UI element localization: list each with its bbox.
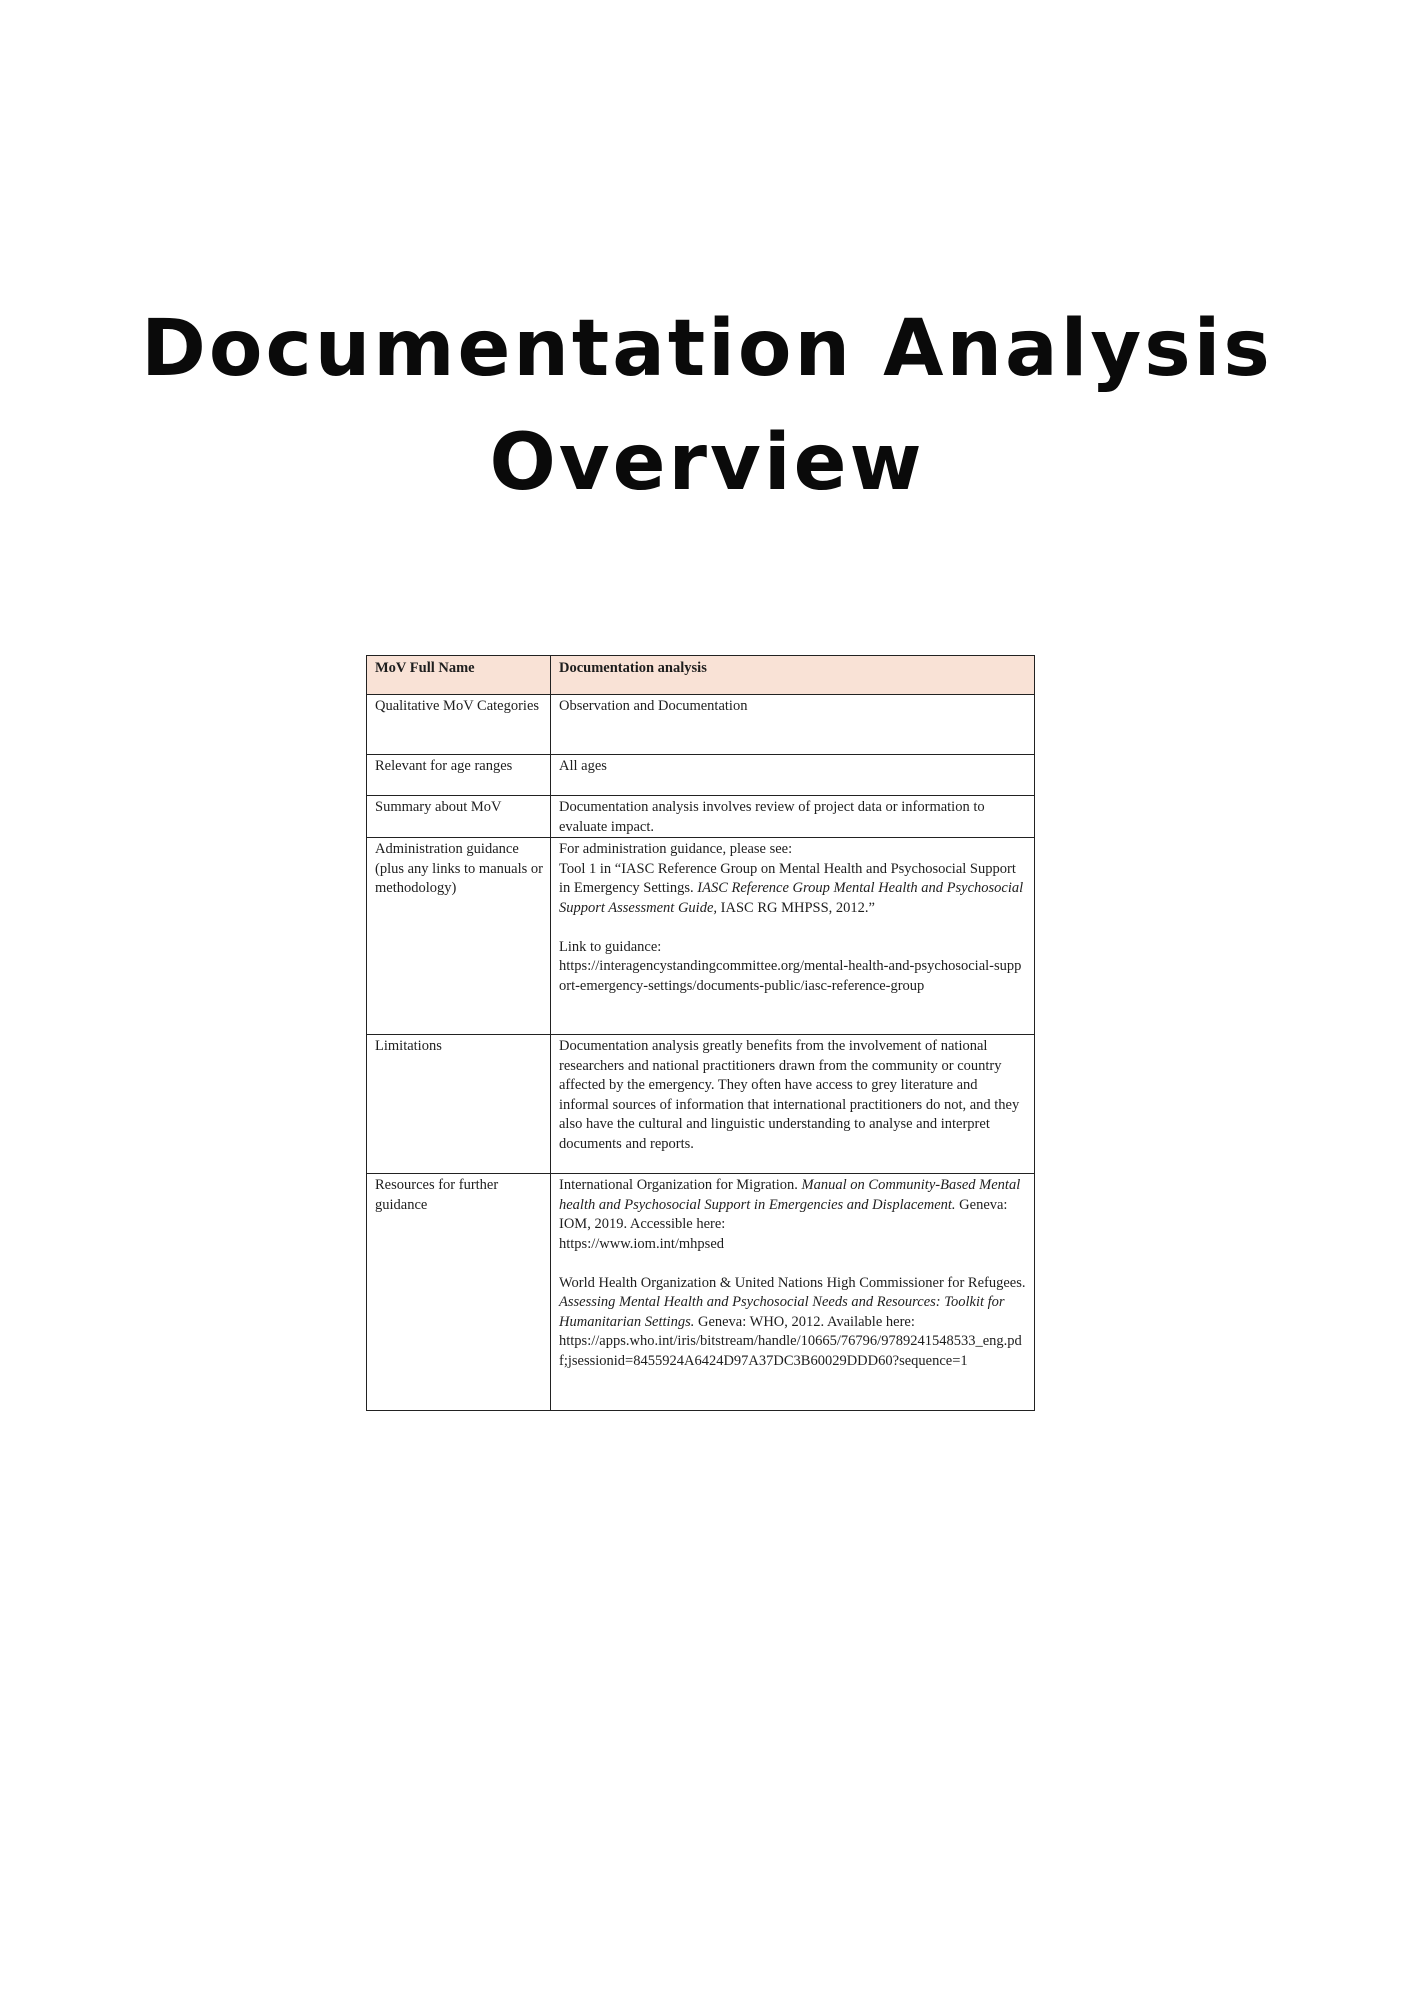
paragraph-spacer bbox=[559, 1254, 1027, 1274]
table-row-categories bbox=[367, 695, 1035, 755]
paragraph-spacer bbox=[559, 918, 1027, 938]
age-value: All ages bbox=[551, 755, 1035, 796]
table-row-resources bbox=[367, 1174, 1035, 1411]
administration-ref-suffix: IASC RG MHPSS, 2012.” bbox=[720, 899, 875, 916]
resource-who-url[interactable]: https://apps.who.int/iris/bitstream/handle/10665/76796/9789241548533_eng.pdf;jsessionid=8455924A6424D97A37DC3B60029DDD60?sequence=1 bbox=[559, 1333, 1022, 1369]
summary-label: Summary about MoV bbox=[367, 796, 551, 838]
administration-ref-prefix: Tool 1 in “IASC Reference Group on Mental Health and Psychosocial Support in Emergency Settings. bbox=[559, 860, 1016, 896]
categories-value: Observation and Documentation bbox=[551, 695, 1035, 755]
page-title-line-1: Documentation Analysis bbox=[141, 304, 1273, 394]
resource-iom-prefix: International Organization for Migration. bbox=[559, 1177, 798, 1193]
table-row-limitations bbox=[367, 1035, 1035, 1174]
guidance-link-label: Link to guidance: bbox=[559, 938, 662, 955]
mov-overview-table bbox=[366, 655, 1035, 1411]
guidance-link-url[interactable]: https://interagencystandingcommittee.org/mental-health-and-psychosocial-support-emergency-settings/documents-public/iasc-reference-group bbox=[559, 958, 1022, 994]
table-header-row bbox=[367, 656, 1035, 695]
resource-iom-url[interactable]: https://www.iom.int/mhpsed bbox=[559, 1235, 725, 1252]
limitations-value: Documentation analysis greatly benefits from the involvement of national researchers and national practitioners drawn from the community or country affected by the emergency. They often have access to grey literature and informal sources of information that international practitioners do not, and they also have the cultural and linguistic understanding to analyse and interpret documents and reports. bbox=[551, 1035, 1035, 1174]
table-row-summary bbox=[367, 796, 1035, 838]
page-title bbox=[0, 292, 1414, 520]
resources-label: Resources for further guidance bbox=[367, 1174, 551, 1411]
administration-value bbox=[551, 838, 1035, 1035]
administration-intro: For administration guidance, please see: bbox=[559, 841, 793, 857]
table-row-administration bbox=[367, 838, 1035, 1035]
resource-reference-who bbox=[559, 1274, 1027, 1333]
resource-iom-title: Manual on Community-Based Mental health and Psychosocial Support in Emergencies and Displacement. bbox=[559, 1177, 1021, 1213]
administration-reference bbox=[559, 860, 1027, 919]
resource-who-prefix: World Health Organization & United Nations High Commissioner for Refugees. bbox=[559, 1274, 1026, 1291]
resource-who-suffix: Geneva: WHO, 2012. Available here: bbox=[697, 1313, 915, 1330]
header-label-cell: MoV Full Name bbox=[367, 656, 551, 695]
administration-ref-title: IASC Reference Group Mental Health and Psychosocial Support Assessment Guide, bbox=[559, 880, 1024, 916]
page-title-line-2: Overview bbox=[489, 418, 925, 508]
summary-value: Documentation analysis involves review of project data or information to evaluate impact. bbox=[551, 796, 1035, 838]
resource-reference-iom bbox=[559, 1176, 1027, 1235]
limitations-label: Limitations bbox=[367, 1035, 551, 1174]
age-label: Relevant for age ranges bbox=[367, 755, 551, 796]
resources-value bbox=[551, 1174, 1035, 1411]
header-value-cell: Documentation analysis bbox=[551, 656, 1035, 695]
resource-iom-suffix: Geneva: IOM, 2019. Accessible here: bbox=[559, 1196, 1008, 1232]
table-row-age-ranges bbox=[367, 755, 1035, 796]
resource-who-title: Assessing Mental Health and Psychosocial Needs and Resources: Toolkit for Humanitarian Settings. bbox=[559, 1294, 1005, 1330]
administration-label: Administration guidance (plus any links to manuals or methodology) bbox=[367, 838, 551, 1035]
categories-label: Qualitative MoV Categories bbox=[367, 695, 551, 755]
